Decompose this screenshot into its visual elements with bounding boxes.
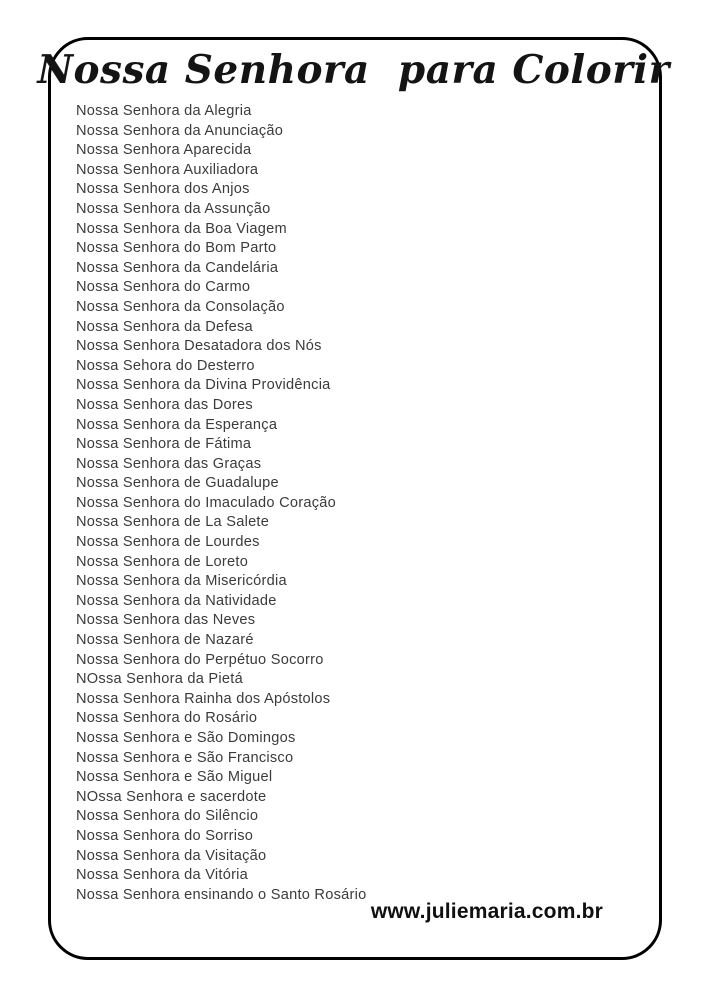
list-item: Nossa Senhora da Candelária [76, 259, 279, 276]
list-item: Nossa Senhora Auxiliadora [76, 161, 259, 178]
list-item: Nossa Senhora do Silêncio [76, 808, 259, 825]
list-item: Nossa Senhora da Assunção [76, 200, 271, 217]
list-item: Nossa Senhora da Divina Providência [76, 377, 331, 394]
names-list [76, 102, 616, 905]
list-item: Nossa Senhora de Nazaré [76, 632, 254, 649]
list-item: Nossa Senhora e São Francisco [76, 749, 294, 766]
list-item: Nossa Senhora da Esperança [76, 416, 278, 433]
website-url: www.juliemaria.com.br [370, 900, 603, 923]
list-item: Nossa Senhora das Neves [76, 612, 256, 629]
list-item: Nossa Senhora da Boa Viagem [76, 220, 287, 237]
list-item: Nossa Senhora do Carmo [76, 279, 251, 296]
list-item: Nossa Senhora de Loreto [76, 553, 249, 570]
list-item: Nossa Senhora Desatadora dos Nós [76, 338, 322, 355]
list-item: Nossa Senhora das Graças [76, 455, 262, 472]
list-item: Nossa Senhora do Rosário [76, 710, 258, 727]
list-item: Nossa Senhora da Visitação [76, 847, 267, 864]
list-item: Nossa Senhora de Fátima [76, 436, 252, 453]
list-item: Nossa Senhora e São Domingos [76, 730, 296, 746]
list-item: Nossa Senhora da Anunciação [76, 122, 284, 139]
list-item: Nossa Senhora de Lourdes [76, 534, 260, 551]
list-item: Nossa Senhora da Consolação [76, 298, 285, 315]
list-item: Nossa Senhora da Misericórdia [76, 573, 287, 590]
list-item: NOssa Senhora e sacerdote [76, 788, 267, 805]
list-item: Nossa Senhora de Guadalupe [76, 475, 279, 492]
list-item: Nossa Senhora da Defesa [76, 318, 253, 335]
list-item: Nossa Senhora do Perpétuo Socorro [76, 651, 324, 668]
list-item: Nossa Senhora de La Salete [76, 514, 270, 531]
list-item: Nossa Senhora dos Anjos [76, 181, 250, 198]
list-item: NOssa Senhora da Pietá [76, 671, 243, 688]
list-item: Nossa Senhora das Dores [76, 396, 253, 413]
list-item: Nossa Senhora do Sorriso [76, 827, 254, 844]
list-item: Nossa Senhora da Vitória [76, 867, 249, 884]
list-item: Nossa Sehora do Desterro [76, 357, 255, 374]
page-title: Nossa Senhora para Colorir [37, 47, 670, 93]
list-item: Nossa Senhora da Natividade [76, 592, 277, 609]
list-item: Nossa Senhora e São Miguel [76, 769, 273, 786]
list-item: Nossa Senhora ensinando o Santo Rosário [76, 886, 367, 903]
list-item: Nossa Senhora Rainha dos Apóstolos [76, 690, 331, 707]
list-item: Nossa Senhora do Imaculado Coração [76, 494, 336, 511]
list-item: Nossa Senhora do Bom Parto [76, 240, 277, 257]
list-item: Nossa Senhora da Alegria [76, 103, 252, 119]
list-item: Nossa Senhora Aparecida [76, 142, 252, 159]
